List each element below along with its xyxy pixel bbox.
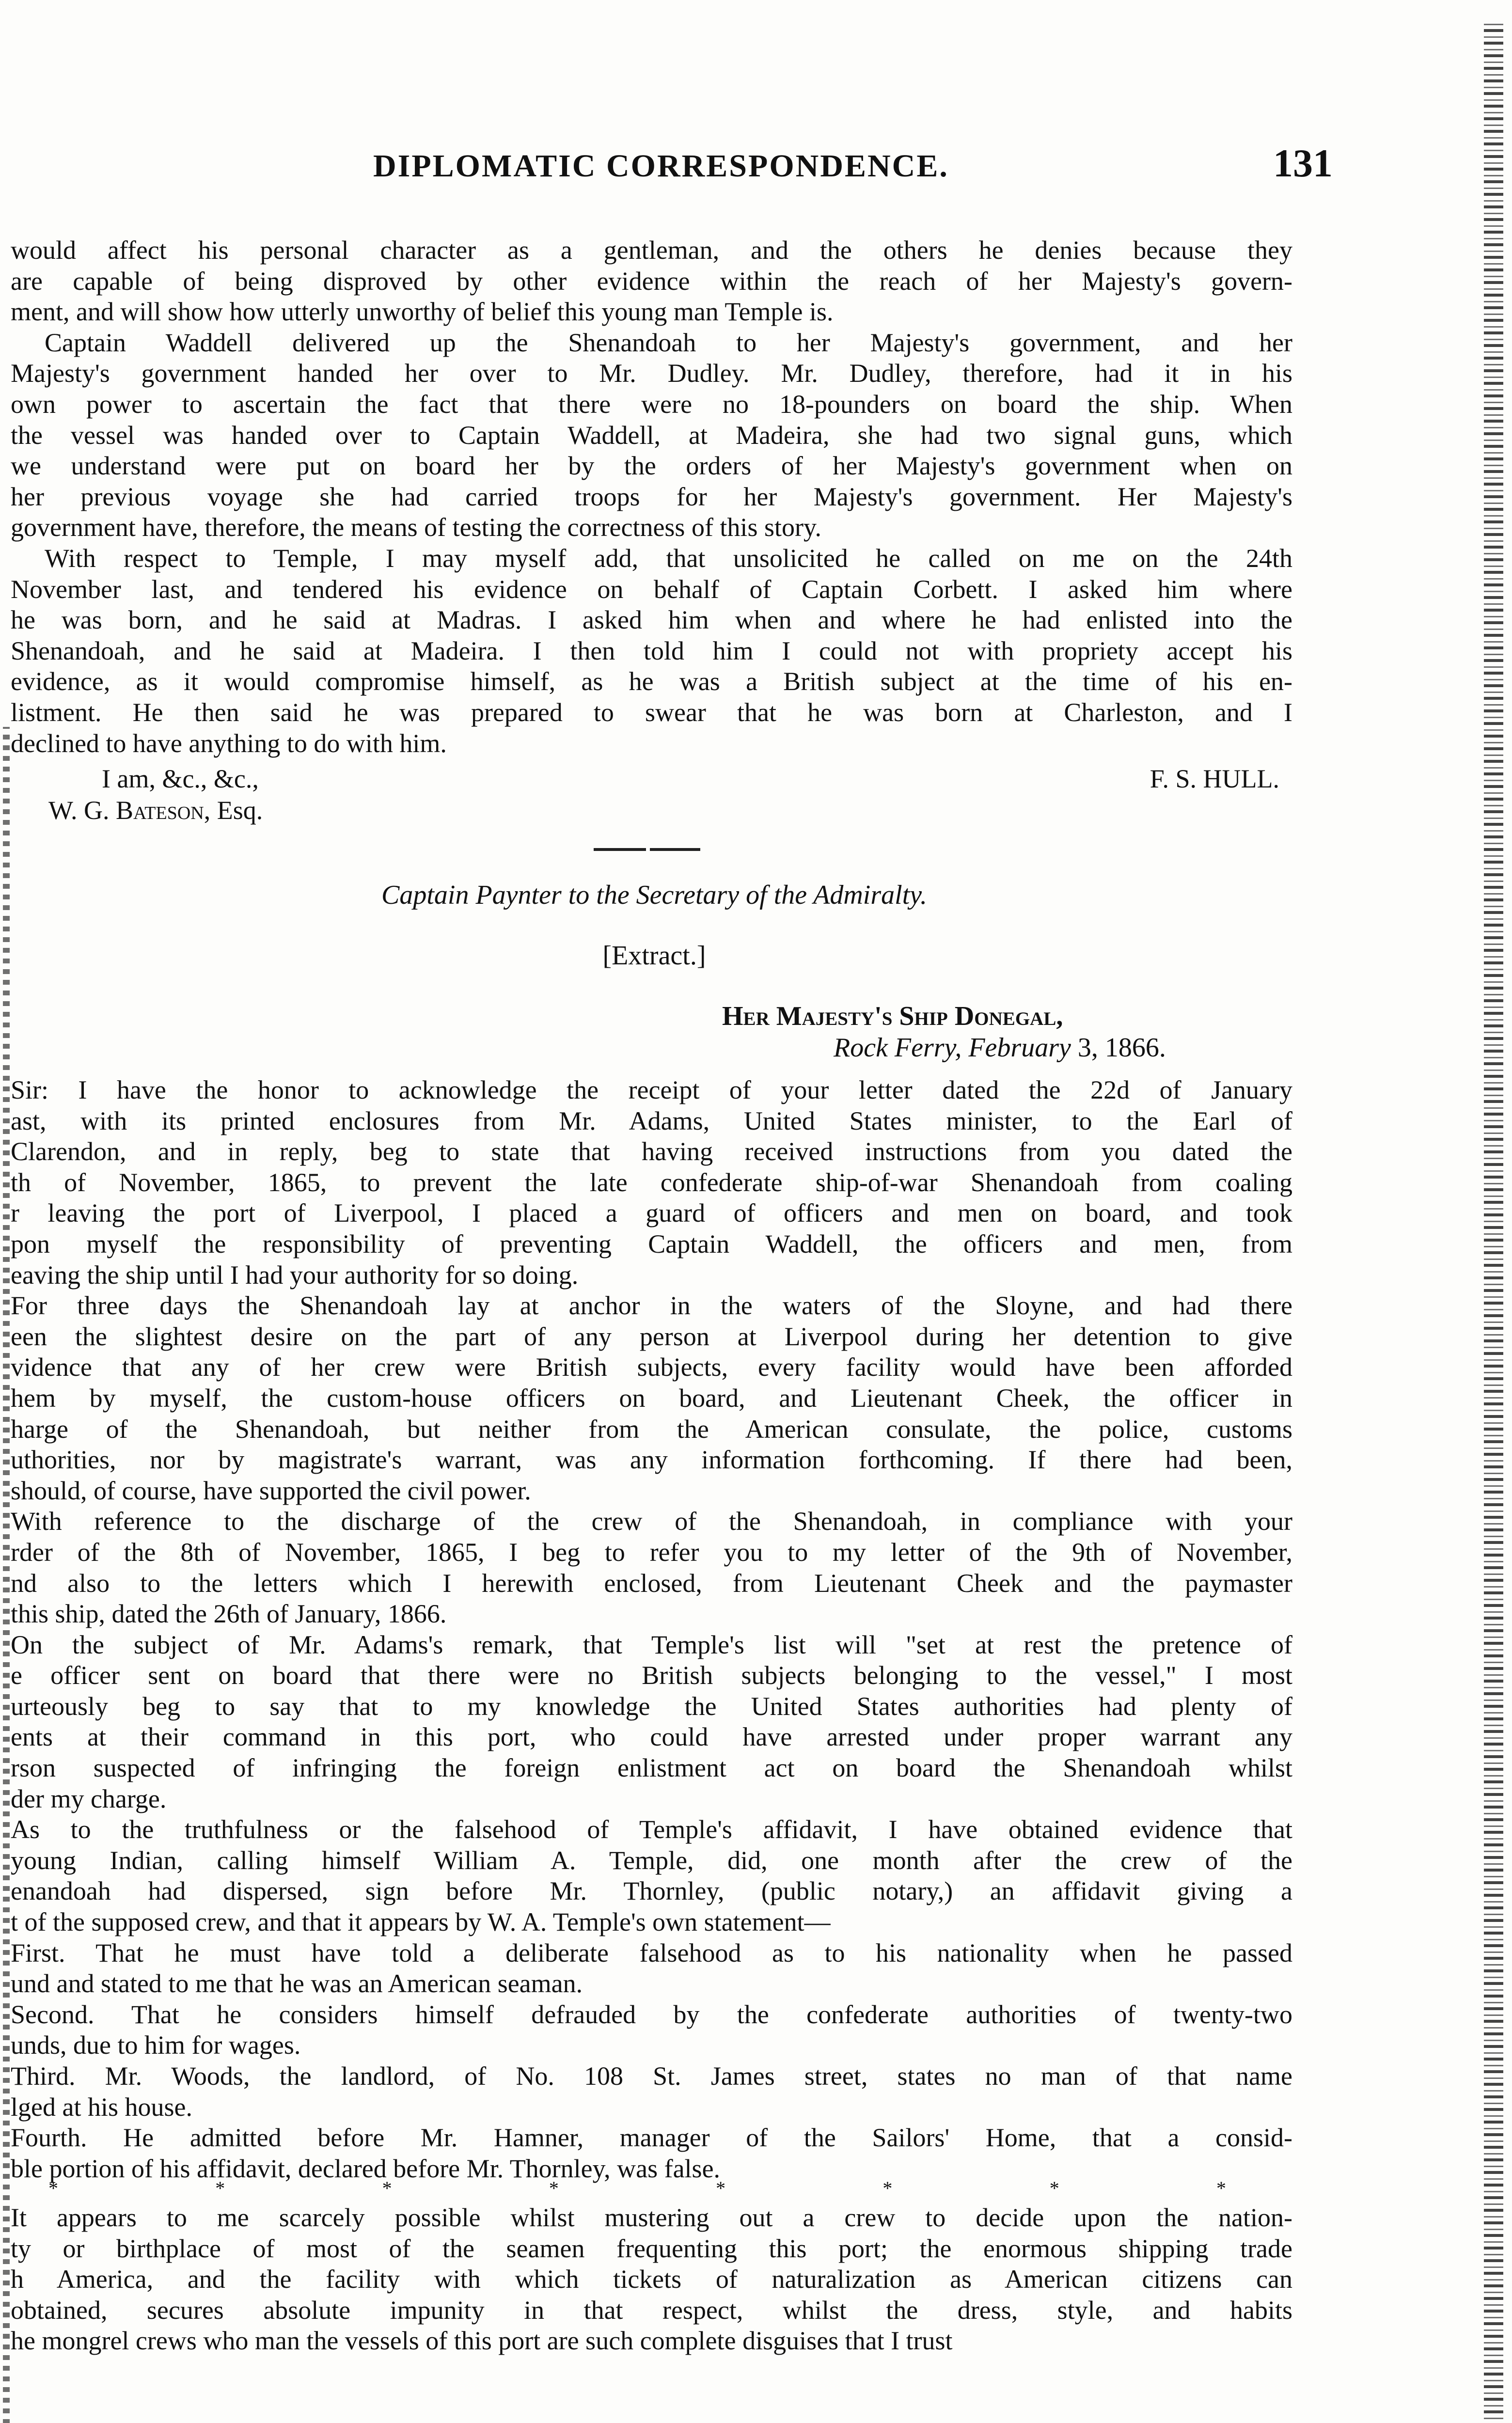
valediction: I am, &c., &c., [102,764,259,793]
text-line: eaving the ship until I had your authority for so doing. [11,1260,579,1290]
page-number: 131 [1273,141,1333,185]
text-line: we understand were put on board her by the orders of her Majesty's government when on [11,451,1292,481]
text-line: harge of the Shenandoah, but neither from the American consulate, the police, customs [11,1414,1292,1444]
text-line: nd also to the letters which I herewith enclosed, from Lieutenant Cheek and the paymaster [11,1568,1292,1598]
text-line: enandoah had dispersed, sign before Mr. Thornley, (public notary,) an affidavit giving a [11,1876,1292,1906]
text-line: listment. He then said he was prepared to swear that he was born at Charleston, and I [11,697,1292,727]
ellipsis-star: * [716,2177,726,2199]
text-line: der my charge. [11,1784,167,1813]
text-line: With reference to the discharge of the crew of the Shenandoah, in compliance with your [11,1507,1292,1536]
text-line: ast, with its printed enclosures from Mr. Adams, United States minister, to the Earl of [11,1106,1292,1135]
signature: F. S. HULL. [1150,764,1279,793]
text-line: rder of the 8th of November, 1865, I beg to refer you to my letter of the 9th of November, [11,1537,1292,1567]
page-edge-right [1484,19,1503,2423]
text-line: her previous voyage she had carried troops for her Majesty's government. Her Majesty's [11,482,1292,511]
text-line: urteously beg to say that to my knowledge the United States authorities had plenty of [11,1691,1292,1721]
text-line: een the slightest desire on the part of any person at Liverpool during her detention to give [11,1322,1292,1351]
addressee-surname: Bateson [116,796,204,825]
ellipsis-star: * [215,2177,225,2199]
extract-note: [Extract.] [602,941,706,971]
text-line: Shenandoah, and he said at Madeira. I then told him I could not with propriety accept his [11,636,1292,665]
text-line: e officer sent on board that there were no British subjects belonging to the vessel," I most [11,1661,1292,1690]
ellipsis-star: * [1049,2177,1059,2199]
text-line: For three days the Shenandoah lay at anchor in the waters of the Sloyne, and had there [11,1291,1292,1321]
text-line: ment, and will show how utterly unworthy of belief this young man Temple is. [11,297,834,327]
place-date-year: 3, 1866. [1077,1033,1166,1063]
text-line: lged at his house. [11,2092,192,2122]
ellipsis-star: * [882,2177,893,2199]
text-line: vidence that any of her crew were British subjects, every facility would have been afforded [11,1353,1292,1382]
document-title: Captain Paynter to the Secretary of the Admiralty. [381,880,928,910]
text-line: unds, due to him for wages. [11,2030,301,2060]
text-line: he mongrel crews who man the vessels of this port are such complete disguises that I trust [11,2326,953,2356]
text-line: ty or birthplace of most of the seamen frequenting this port; the enormous shipping trade [11,2234,1292,2263]
text-line: Third. Mr. Woods, the landlord, of No. 108 St. James street, states no man of that name [11,2061,1292,2091]
text-line: As to the truthfulness or the falsehood of Temple's affidavit, I have obtained evidence that [11,1815,1292,1844]
text-line: would affect his personal character as a gentleman, and the others he denies because they [11,236,1292,265]
letter-body-hull [11,235,1292,759]
text-line: t of the supposed crew, and that it appears by W. A. Temple's own statement— [11,1907,831,1937]
text-line: With respect to Temple, I may myself add, that unsolicited he called on me on the 24th [45,543,1292,573]
text-line: pon myself the responsibility of preventing Captain Waddell, the officers and men, from [11,1229,1292,1259]
addressee-initials: W. G. [48,796,116,825]
text-line: Fourth. He admitted before Mr. Hamner, manager of the Sailors' Home, that a consid- [11,2123,1292,2153]
text-line: own power to ascertain the fact that there were no 18-pounders on board the ship. When [11,389,1292,419]
text-line: the vessel was handed over to Captain Waddell, at Madeira, she had two signal guns, which [11,420,1292,450]
text-line: evidence, as it would compromise himself, as he was a British subject at the time of his en- [11,667,1292,696]
text-line: Captain Waddell delivered up the Shenandoah to her Majesty's government, and her [45,328,1292,357]
text-line: obtained, secures absolute impunity in that respect, whilst the dress, style, and habits [11,2295,1292,2325]
text-line: Majesty's government handed her over to Mr. Dudley. Mr. Dudley, therefore, had it in his [11,359,1292,388]
ellipsis-star: * [48,2177,58,2199]
text-line: this ship, dated the 26th of January, 1866. [11,1599,447,1629]
letter-body-paynter-continued [11,2203,1292,2357]
page-edge-left [3,727,10,2423]
text-line: government have, therefore, the means of testing the correctness of this story. [11,513,821,542]
text-line: It appears to me scarcely possible whilst mustering out a crew to decide upon the nation- [11,2203,1292,2232]
text-line: he was born, and he said at Madras. I asked him when and where he had enlisted into the [11,605,1292,635]
text-line: hem by myself, the custom-house officers on board, and Lieutenant Cheek, the officer in [11,1383,1292,1413]
ellipsis-star: * [382,2177,392,2199]
text-line: rson suspected of infringing the foreign enlistment act on board the Shenandoah whilst [11,1753,1292,1783]
text-line: Sir: I have the honor to acknowledge the receipt of your letter dated the 22d of January [11,1075,1292,1104]
letter-body-paynter [11,1075,1292,2184]
text-line: th of November, 1865, to prevent the late confederate ship-of-war Shenandoah from coaling [11,1167,1292,1197]
ellipsis-stars [48,2177,1226,2200]
text-line: h America, and the facility with which tickets of naturalization as American citizens can [11,2265,1292,2294]
place-date-italic: Rock Ferry, February [834,1033,1078,1063]
letter-closing [102,763,1279,794]
text-line: r leaving the port of Liverpool, I placed a guard of officers and men on board, and took [11,1198,1292,1228]
text-line: ents at their command in this port, who could have arrested under proper warrant any [11,1722,1292,1752]
addressee [48,795,263,826]
text-line: November last, and tendered his evidence on behalf of Captain Corbett. I asked him where [11,574,1292,604]
place-date [834,1032,1166,1063]
text-line: On the subject of Mr. Adams's remark, that Temple's list will "set at rest the pretence of [11,1630,1292,1659]
text-line: uthorities, nor by magistrate's warrant, was any information forthcoming. If there had been, [11,1445,1292,1475]
text-line: should, of course, have supported the civil power. [11,1476,531,1505]
text-line: First. That he must have told a deliberate falsehood as to his nationality when he passed [11,1938,1292,1967]
ellipsis-star: * [549,2177,559,2199]
text-line: Second. That he considers himself defrauded by the confederate authorities of twenty-two [11,1999,1292,2029]
text-line: are capable of being disproved by other evidence within the reach of her Majesty's govern- [11,266,1292,296]
ellipsis-star: * [1216,2177,1226,2199]
text-line: declined to have anything to do with him. [11,728,447,758]
text-line: young Indian, calling himself William A. Temple, did, one month after the crew of the [11,1845,1292,1875]
text-line: und and stated to me that he was an American seaman. [11,1969,583,1998]
text-line: Clarendon, and in reply, beg to state that having received instructions from you dated the [11,1137,1292,1166]
running-head: DIPLOMATIC CORRESPONDENCE. [373,148,949,184]
text-line: ble portion of his affidavit, declared before Mr. Thornley, was false. [11,2154,721,2183]
page-header [363,141,1333,186]
section-divider [594,848,700,851]
ship-heading: Her Majesty's Ship Donegal, [722,1001,1063,1031]
addressee-suffix: , Esq. [204,796,263,825]
